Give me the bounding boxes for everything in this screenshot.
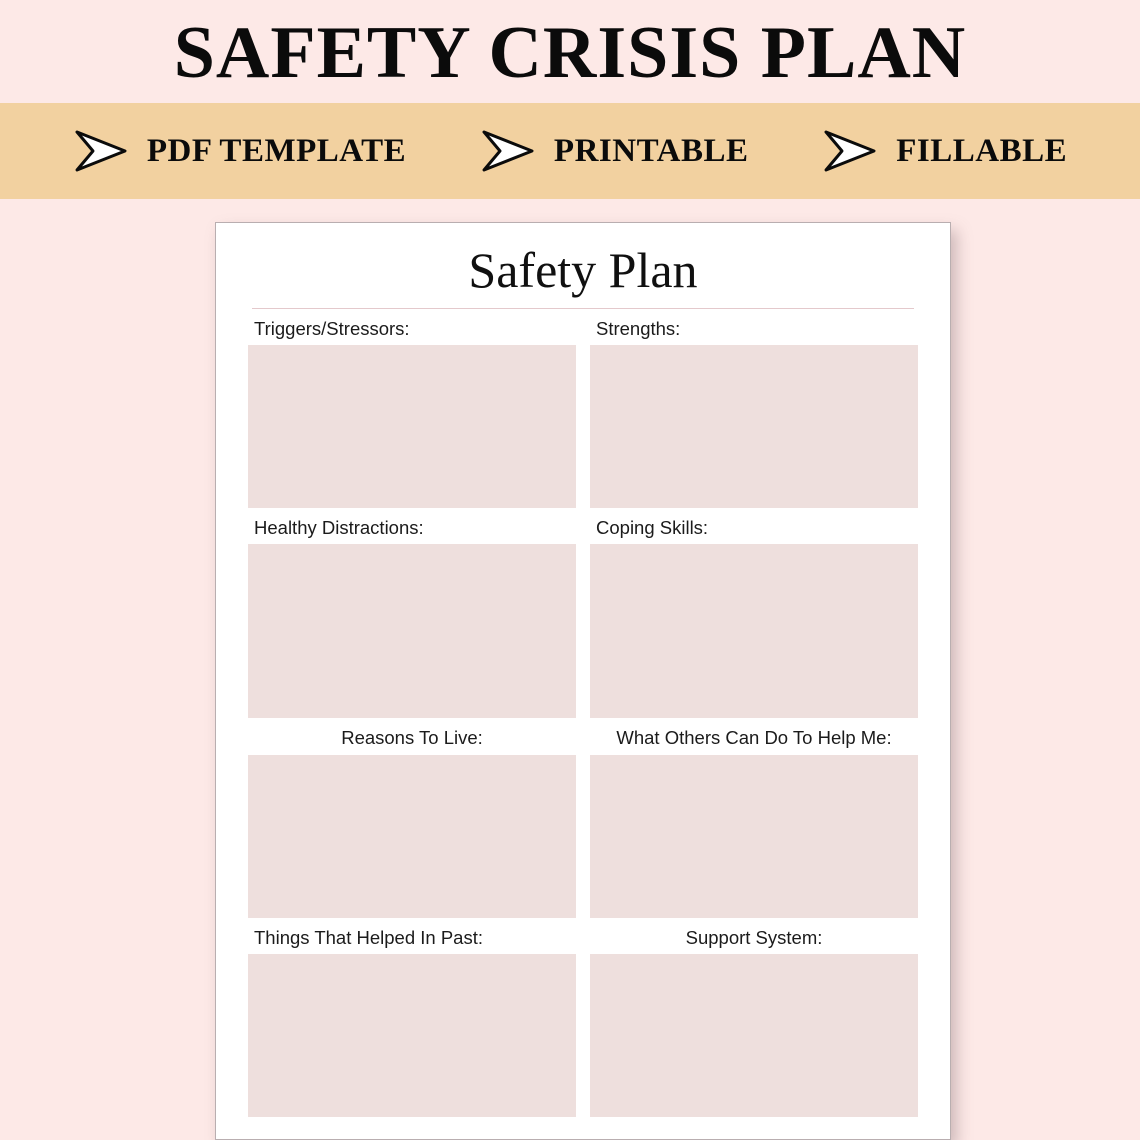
banner-item-pdf-template bbox=[73, 128, 406, 174]
field-label: Healthy Distractions: bbox=[254, 517, 424, 539]
field-input-strengths[interactable] bbox=[590, 345, 918, 508]
page-title: SAFETY CRISIS PLAN bbox=[173, 12, 967, 94]
field-input-what-others-can-do[interactable] bbox=[590, 755, 918, 918]
field-input-triggers-stressors[interactable] bbox=[248, 345, 576, 508]
arrow-right-icon bbox=[480, 128, 536, 174]
title-divider bbox=[252, 308, 914, 309]
field-what-others-can-do bbox=[590, 727, 918, 917]
document-title: Safety Plan bbox=[468, 242, 698, 298]
arrow-right-icon bbox=[822, 128, 878, 174]
field-input-support-system[interactable] bbox=[590, 954, 918, 1117]
field-label: Strengths: bbox=[596, 318, 681, 339]
field-triggers-stressors bbox=[248, 318, 576, 508]
banner-label: PDF TEMPLATE bbox=[146, 132, 407, 169]
banner-item-printable bbox=[480, 128, 749, 174]
field-label: Reasons To Live: bbox=[341, 727, 483, 749]
arrow-right-icon bbox=[73, 128, 129, 174]
field-strengths bbox=[590, 318, 918, 508]
field-coping-skills bbox=[590, 517, 918, 718]
field-support-system bbox=[590, 927, 918, 1117]
field-label: What Others Can Do To Help Me: bbox=[616, 727, 892, 749]
banner-label: FILLABLE bbox=[896, 132, 1068, 169]
safety-plan-sheet bbox=[215, 222, 951, 1140]
field-input-coping-skills[interactable] bbox=[590, 544, 918, 718]
fields-grid bbox=[248, 318, 918, 1126]
field-input-healthy-distractions[interactable] bbox=[248, 544, 576, 718]
field-label: Triggers/Stressors: bbox=[254, 318, 410, 339]
field-things-that-helped-in-past bbox=[248, 927, 576, 1117]
banner-label: PRINTABLE bbox=[553, 132, 749, 169]
field-label: Support System: bbox=[685, 926, 823, 948]
field-input-reasons-to-live[interactable] bbox=[248, 755, 576, 918]
field-input-things-that-helped-in-past[interactable] bbox=[248, 954, 576, 1117]
field-reasons-to-live bbox=[248, 727, 576, 917]
field-label: Things That Helped In Past: bbox=[254, 926, 483, 948]
feature-banner bbox=[0, 103, 1140, 199]
field-healthy-distractions bbox=[248, 517, 576, 718]
banner-item-fillable bbox=[822, 128, 1067, 174]
field-label: Coping Skills: bbox=[596, 517, 709, 539]
